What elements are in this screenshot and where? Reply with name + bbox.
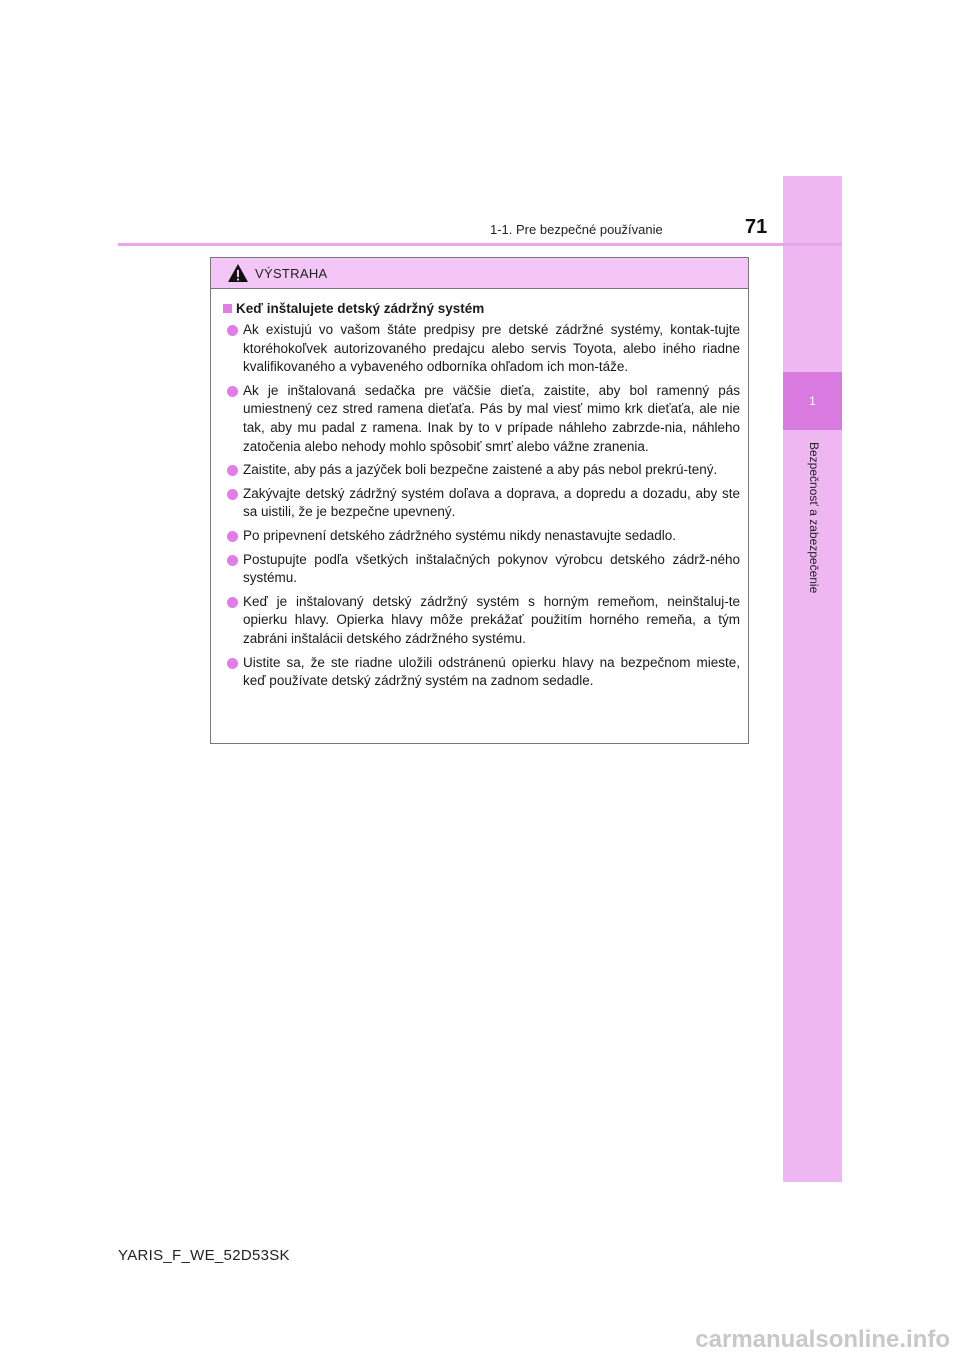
warning-triangle-icon: [227, 263, 249, 283]
list-item-text: Ak existujú vo vašom štáte predpisy pre detské zádržné systémy, kontak-tujte ktoréhokoľvek autorizovaného predajcu alebo servis Toyota, alebo iného riadne kvalifikovaného a vybaveného odborníka ohľadom ich mon-táže.: [243, 322, 740, 375]
warning-subhead: [223, 301, 740, 316]
square-bullet-icon: [223, 304, 232, 313]
list-item-text: Ak je inštalovaná sedačka pre väčšie dieťa, zaistite, aby bol ramenný pás umiestnený cez stred ramena dieťaťa. Pás by mal viesť mimo krk dieťaťa, ale nie tak, aby mu padal z ramena. Inak by to v prípade náhleho zabrzde-nia, náhleho zatočenia alebo nehody mohlo spôsobiť smrť alebo vážne zranenia.: [243, 382, 740, 454]
warning-label: VÝSTRAHA: [255, 265, 328, 281]
page-number: 71: [745, 216, 768, 238]
list-item-text: Uistite sa, že ste riadne uložili odstránenú opierku hlavy na bezpečnom mieste, keď používate detský zádržný systém na zadnom sedadle.: [243, 654, 740, 689]
list-item: [223, 527, 740, 546]
warning-box: [210, 257, 749, 744]
list-item-text: Keď je inštalovaný detský zádržný systém s horným remeňom, neinštaluj-te opierku hlavy. Opierka hlavy môže prekážať použitím horného remeňa, a tým zabráni inštalácii detského zádržného systému.: [243, 593, 740, 646]
list-item: [223, 485, 740, 522]
bullet-dot-icon: [227, 658, 238, 669]
list-item: [223, 382, 740, 456]
bullet-dot-icon: [227, 465, 238, 476]
warning-header: [211, 258, 748, 289]
list-item-text: Zakývajte detský zádržný systém doľava a doprava, a dopredu a dozadu, aby ste sa uistili, že je bezpečne upevnený.: [243, 485, 740, 520]
watermark: carmanualsonline.info: [695, 1326, 950, 1353]
bullet-dot-icon: [227, 555, 238, 566]
bullet-dot-icon: [227, 489, 238, 500]
list-item: [223, 593, 740, 649]
list-item: [223, 321, 740, 377]
bullet-dot-icon: [227, 325, 238, 336]
warning-body: [211, 289, 748, 691]
list-item-text: Postupujte podľa všetkých inštalačných pokynov výrobcu detského zádrž-ného systému.: [243, 551, 740, 586]
bullet-dot-icon: [227, 597, 238, 608]
list-item: [223, 461, 740, 480]
chapter-number: 1: [809, 394, 816, 408]
document-code: YARIS_F_WE_52D53SK: [118, 1247, 290, 1264]
bullet-dot-icon: [227, 386, 238, 397]
section-title: 1-1. Pre bezpečné používanie: [490, 222, 663, 237]
header-divider: [118, 243, 842, 246]
chapter-side-tab: [783, 176, 842, 1182]
list-item-text: Po pripevnení detského zádržného systému nikdy nenastavujte sedadlo.: [243, 527, 677, 543]
bullet-dot-icon: [227, 531, 238, 542]
list-item-text: Zaistite, aby pás a jazýček boli bezpečne zaistené a aby pás nebol prekrú-tený.: [243, 462, 718, 478]
chapter-title: Bezpečnosť a zabezpečenie: [807, 442, 821, 594]
chapter-number-box: [783, 372, 842, 430]
list-item: [223, 654, 740, 691]
list-item: [223, 551, 740, 588]
warning-subhead-text: Keď inštalujete detský zádržný systém: [236, 301, 485, 316]
